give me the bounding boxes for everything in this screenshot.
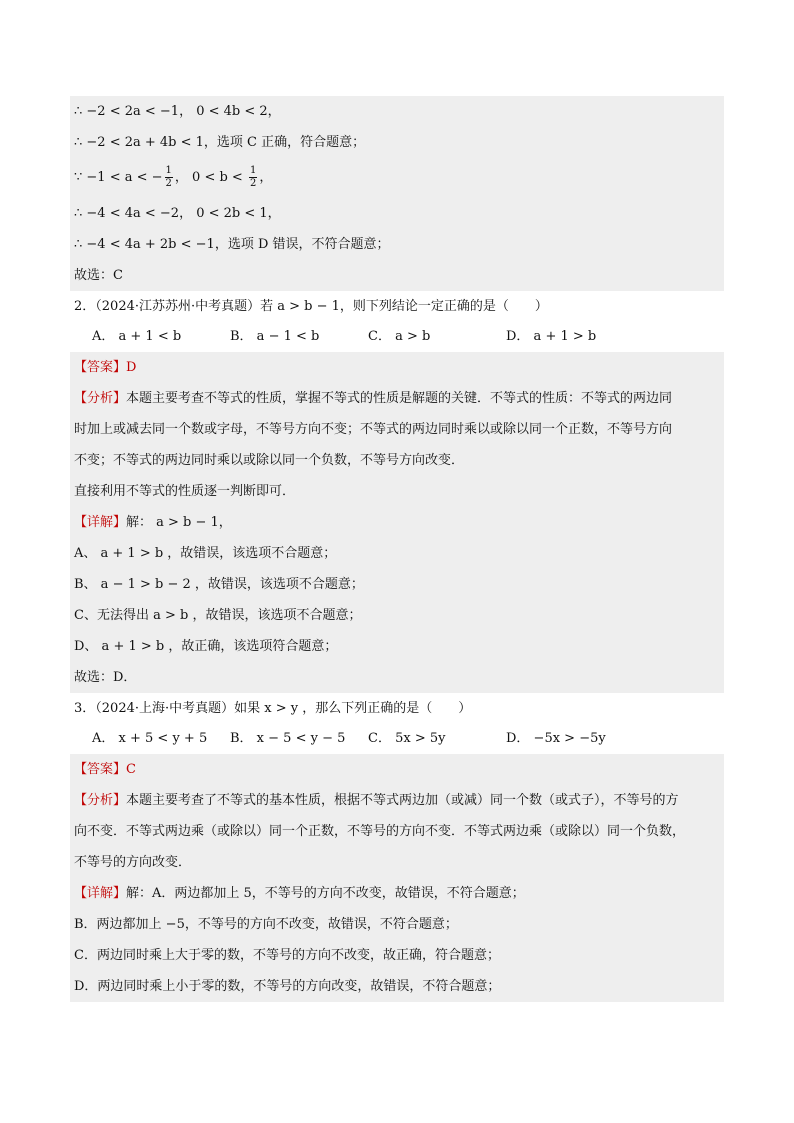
detail-line: C．两边同时乘上大于零的数，不等号的方向不改变，故正确，符合题意； <box>74 948 500 963</box>
question-2-solution <box>70 352 724 693</box>
analysis-line: 时加上或减去同一个数或字母，不等号方向不变；不等式的两边同时乘以或除以同一个正数，不等号方向 <box>74 422 673 437</box>
detail-text: 解： a > b − 1， <box>126 515 232 530</box>
solution-text: ， <box>259 170 273 185</box>
detail-line: C、无法得出 a > b ，故错误，该选项不合题意； <box>74 608 362 623</box>
solution-line-text: ∴ −2 < 2a + 4b < 1，选项 C 正确，符合题意； <box>74 135 366 150</box>
detail-line: D．两边同时乘上小于零的数，不等号的方向改变，故错误，不符合题意； <box>74 979 501 994</box>
answer-tag: 【答案】 <box>74 762 127 777</box>
analysis-line: 不变；不等式的两边同时乘以或除以同一个负数，不等号方向改变． <box>74 453 465 468</box>
answer-line <box>70 754 724 785</box>
analysis-text: 本题主要考查了不等式的基本性质，根据不等式两边加（或减）同一个数（或式子），不等号的方 <box>126 793 679 808</box>
answer-value: D <box>126 360 137 375</box>
analysis-text: 本题主要考查不等式的性质，掌握不等式的性质是解题的关键．不等式的性质：不等式的两边同 <box>126 391 673 406</box>
solution-line-fraction <box>70 158 724 198</box>
document-page <box>70 96 724 1002</box>
solution-line: ∴ −2 < 2a < −1， 0 < 4b < 2， <box>74 104 281 119</box>
question-3-stem: 3．（2024·上海·中考真题）如果 x > y ，那么下列正确的是（ ） <box>74 701 472 716</box>
detail-text: 解：A．两边都加上 5，不等号的方向不改变，故错误，不符合题意； <box>126 886 525 901</box>
question-2-options <box>70 322 724 352</box>
question-2-stem: 2．（2024·江苏苏州·中考真题）若 a > b − 1，则下列结论一定正确的是（ ） <box>74 299 548 314</box>
detail-line: A、 a + 1 > b ，故错误，该选项不合题意； <box>74 546 337 561</box>
analysis-line: 直接利用不等式的性质逐一判断即可． <box>74 484 296 499</box>
detail-line: B、 a − 1 > b − 2 ，故错误，该选项不合题意； <box>74 577 364 592</box>
detail-line <box>70 507 724 538</box>
solution-line <box>70 127 724 158</box>
fraction-denominator: 2 <box>249 178 257 189</box>
solution-line: ∴ −4 < 4a + 2b < −1，选项 D 错误，不符合题意； <box>74 237 390 252</box>
option-d: D． −5x > −5y <box>506 731 606 746</box>
solution-text: ， 0 < b < <box>174 170 247 185</box>
answer-tag: 【答案】 <box>74 360 127 375</box>
analysis-line <box>70 785 724 816</box>
solution-line: 故选：C <box>74 268 123 283</box>
detail-tag: 【详解】 <box>74 886 127 901</box>
option-c: C． 5x > 5y <box>368 731 446 746</box>
analysis-line: 不等号的方向改变． <box>74 855 192 870</box>
detail-line <box>70 878 724 909</box>
fraction <box>165 165 173 190</box>
option-d: D． a + 1 > b <box>506 329 597 344</box>
solution-text: ∵ −1 < a < − <box>74 170 163 185</box>
option-c: C． a > b <box>368 329 431 344</box>
analysis-line <box>70 383 724 414</box>
answer-value: C <box>126 762 136 777</box>
question-3-solution <box>70 754 724 1002</box>
option-a: A． a + 1 < b <box>92 329 182 344</box>
analysis-tag: 【分析】 <box>74 793 127 808</box>
option-a: A． x + 5 < y + 5 <box>92 731 208 746</box>
option-b: B． x − 5 < y − 5 <box>230 731 346 746</box>
fraction-numerator: 1 <box>249 165 257 176</box>
analysis-tag: 【分析】 <box>74 391 127 406</box>
detail-tag: 【详解】 <box>74 515 127 530</box>
fraction <box>249 165 257 190</box>
prev-solution-block <box>70 96 724 291</box>
solution-line: ∴ −4 < 4a < −2， 0 < 2b < 1， <box>74 206 281 221</box>
detail-line: D、 a + 1 > b ，故正确，该选项符合题意； <box>74 639 338 654</box>
fraction-numerator: 1 <box>165 165 172 176</box>
detail-line: 故选：D． <box>74 670 137 685</box>
option-b: B． a − 1 < b <box>230 329 320 344</box>
fraction-denominator: 2 <box>165 178 172 189</box>
answer-line <box>70 352 724 383</box>
detail-line: B．两边都加上 −5，不等号的方向不改变，故错误，不符合题意； <box>74 917 458 932</box>
analysis-line: 向不变．不等式两边乘（或除以）同一个正数，不等号的方向不变．不等式两边乘（或除以）同一个负数， <box>74 824 686 839</box>
question-3-options <box>70 724 724 754</box>
